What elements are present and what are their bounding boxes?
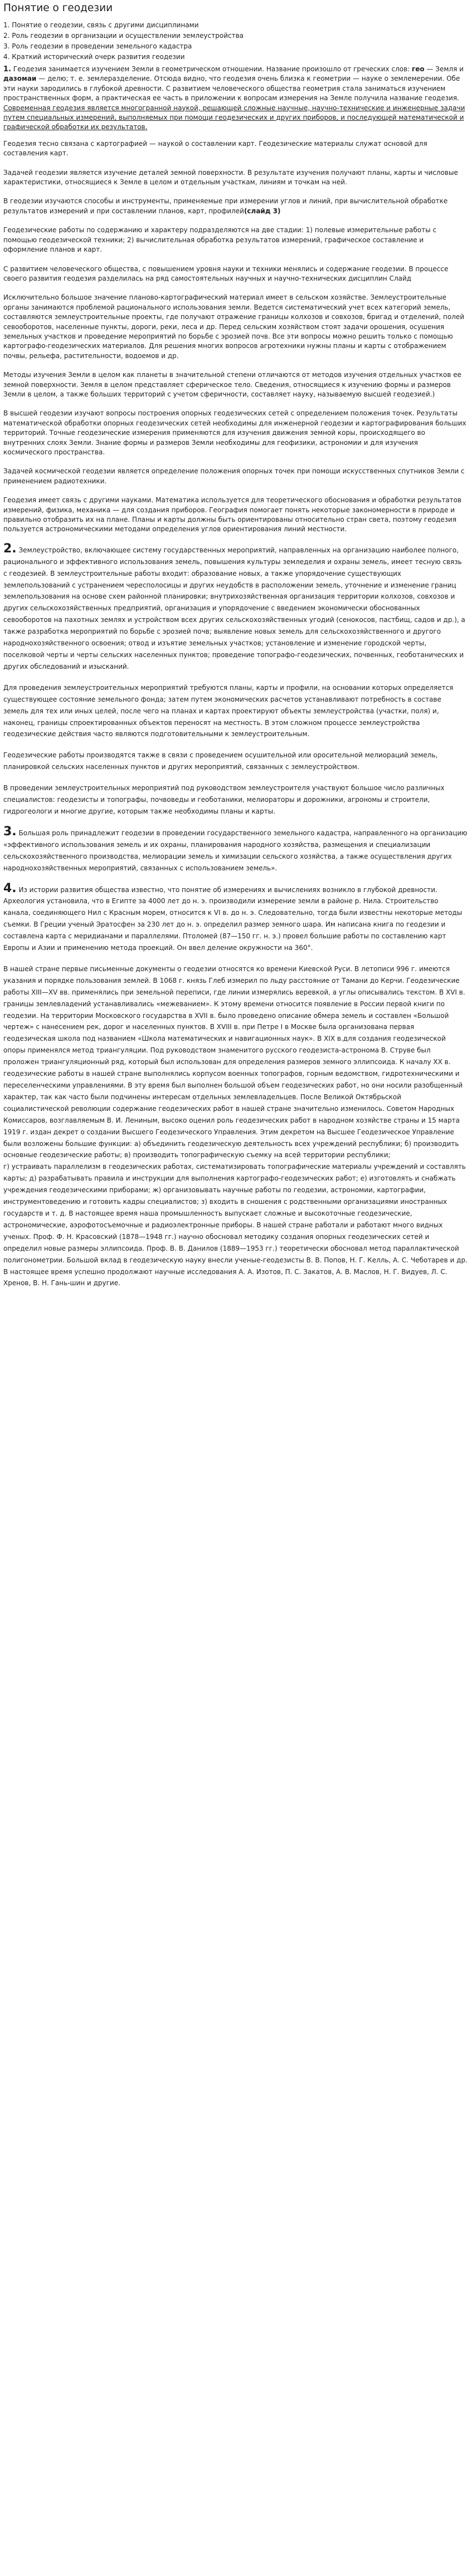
paragraph: В проведении землеустроительных мероприятий под руководством землеустроителя участвуют большое число различных специалистов: геодезисты и топографы, почвоведы и геоботаники, мелиораторы и дорожники, агрономы и строители, гидрогеологи и многие другие, которым также необходимы планы и карты.	[3, 784, 445, 815]
text-run: В геодезии изучаются способы и инструменты, применяемые при измерении углов и линий, при вычислительной обработке результатов измерений и при составлении планов, карт, профилей	[3, 197, 448, 215]
section-number: 2.	[3, 541, 17, 556]
text-run: Большая роль принадлежит геодезии в проведении государственного земельного кадастра, направленного на организацию «эффективного использования земель и их охраны, планирования народного хозяйства, размещения и специализации сельскохозяйственного производства, мелиорации земель и химизации сельского хозяйства, а также осуществления других народнохозяйственных мероприятий, связанных с использованием земель».	[3, 829, 468, 872]
paragraph	[3, 197, 468, 216]
term-dazomai: дазомаи	[3, 75, 37, 83]
section-1-intro	[3, 65, 468, 133]
paragraph: г) устраивать параллелизм в геодезических работах, систематизировать топографические материалы учреждений и составлять карты; д) разрабатывать правила и инструкции для выполнения картографо-геодезических работ; е) изготовлять и снабжать учреждения геодезическими приборами; ж) организовывать научные работы по геодезии, астрономии, картографии, инструментоведению и готовить кадры специалистов; з) входить в сношения с родственными организациями иностранных государств и т. д. В настоящее время наша промышленность выпускает сложные и высокоточные геодезические, астрономические, аэрофотосъемочные и радиоэлектронные приборы. В нашей стране работали и работают много видных ученых. Проф. Ф. Н. Красовский (1878—1948 гг.) научно обосновал методику создания опорных геодезических сетей и определил новые размеры эллипсоида. Проф. В. В. Данилов (1889—1953 гг.) теоретически обосновал метод параллактической полигонометрии. Большой вклад в геодезическую науку внесли ученые-геодезисты В. В. Попов, Н. Г. Келль, А. С. Чеботарев и др. В настоящее время успешно продолжают научные исследования А. А. Изотов, П. С. Закатов, А. В. Маслов, Н. Г. Видуев, Л. С. Хренов, В. Н. Гань-шин и другие.	[3, 1163, 468, 1287]
section-number: 1.	[3, 65, 11, 74]
term-geo: гео	[412, 65, 425, 73]
section-4-intro	[3, 881, 468, 954]
paragraph: Методы изучения Земли в целом как планеты в значительной степени отличаются от методов изучения отдельных участков ее земной поверхности. Земля в целом представляет сферическое тело. Сведения, относящиеся к изучению формы и размеров Земли в целом, а также больших территорий с учетом сферичности, составляет науку, называемую высшей геодезией.)	[3, 371, 461, 398]
paragraph: Геодезия имеет связь с другими науками. Математика используется для теоретического обоснования и обработки результатов измерений, физика, механика — для создания приборов. География помогает понять некоторые закономерности в природе и правильно отобразить их на плане. Планы и карты должны быть ориентированы относительно стран света, поэтому геодезия пользуется астрономическими методами определения углов ориентирования линий местности.	[3, 496, 462, 533]
paragraph: С развитием человеческого общества, с повышением уровня науки и техники менялись и содержание геодезии. В процессе своего развития геодезия разделилась на ряд самостоятельных научных и научно-технических дисциплин Слайд	[3, 265, 449, 282]
text-run: Из истории развития общества известно, что понятие об измерениях и вычислениях возникло в глубокой древности. Археология установила, что в Египте за 4000 лет до н. э. производили измерение земли в районе р. Нила. Строительство канала, соединяющего Нил с Красным морем, относится к VI в. до н. э. Следовательно, тогда были известны некоторые методы съемки. В Греции ученый Эратосфен за 230 лет до н. э. определил размер земного шара. Им написана книга по геодезии и составлена карта с меридианами и параллелями. Птоломей (87—150 гг. н. э.) провел большие работы по составлению карт Европы и Азии и применению метода проекций. Он ввел деление окружности на 360°.	[3, 885, 463, 952]
toc-item-2: 2. Роль геодезии в организации и осуществлении землеустройства	[3, 32, 244, 40]
paragraph: В нашей стране первые письменные документы о геодезии относятся ко времени Киевской Руси. В летописи 996 г. имеются указания и порядке пользования землей. В 1068 г. князь Глеб измерил по льду расстояние от Тамани до Керчи. Геодезические работы XIII—XV вв. применялись при земельной переписи, где линии измерялись веревкой, а углы описывались текстом. В XVI в. границы землевладений устанавливались «межеванием». К этому времени относится появление в России первой книги по геодезии. На территории Московского государства в XVII в. было проведено описание обмера земель и составлен «Большой чертеж» с нанесением рек, дорог и населенных пунктов. В XVIII в. при Петре I в Москве была организована первая геодезическая школа под названием «Школа математических и навигационных наук». В XIX в.для создания геодезической опоры применялся метод триангуляции. Под руководством знаменитого русского геодезиста-астронома В. Струве был проложен триангуляционный ряд, который был использован для определения размеров земного эллипсоида. К началу XX в. геодезические работы в нашей стране выполнялись корпусом военных топографов, горным ведомством, гидротехническими и переселенческими управлениями. В эту время был выполнен большой объем геодезических работ, но они носили разобщенный характер, так как часто были подчинены интересам отдельных землевладельцев. После Великой Октябрьской социалистической революции содержание геодезических работ в нашей стране значительно изменилось. Советом Народных Комиссаров, возглавляемым В. И. Лениным, высоко оценил роль геодезических работ в народном хозяйстве страны и 15 марта 1919 г. издан декрет о создании Высшего Геодезического Управления. Этим декретом на Высшее Геодезическое Управление были возложены большие функции: а) объединить геодезическую деятельность всех учреждений республики; б) производить основные геодезические работы; в) производить топографическую съемку на всей территории республики;	[3, 964, 465, 1159]
paragraph: Геодезические работы по содержанию и характеру подразделяются на две стадии: 1) полевые измерительные работы с помощью геодезической техники; 2) вычислительная обработка результатов измерений, графическое составление и оформление планов и карт.	[3, 226, 437, 254]
slide-ref: (слайд 3)	[244, 207, 281, 215]
text-run: — Земля и	[424, 65, 464, 73]
text-run: Геодезия занимается изучением Земли в геометрическом отношении. Название произошло от греческих слов:	[11, 65, 412, 73]
paragraph: Исключительно большое значение планово-картографический материал имеет в сельском хозяйстве. Землеустроительные органы занимаются проблемой рационального использования земли. Ведется систематический учет всех категорий земель, составляются землеустроительные проекты, где получают отражение границы колхозов и совхозов, бригад и отделений, полей севооборотов, населенные пункты, дороги, реки, леса и др. Перед сельским хозяйством стоят задачи орошения, осушения земельных участков и проведение мероприятий по борьбе с эрозией почв. Все эти вопросы можно решить только с помощью картографо-геодезических материалов. Для решения многих вопросов агротехники нужны планы и карты с отображением почвы, рельефа, растительности, водоемов и др.	[3, 293, 465, 360]
page-title: Понятие о геодезии	[3, 2, 113, 14]
section-number: 3.	[3, 824, 17, 839]
section-number: 4.	[3, 881, 17, 895]
paragraph: Геодезические работы производятся также в связи с проведением осушительной или оросительной мелиораций земель, планировкой сельских населенных пунктов и других мероприятий, связанных с землеустройством.	[3, 751, 438, 771]
toc-item-1: 1. Понятие о геодезии, связь с другими дисциплинами	[3, 21, 199, 29]
paragraph: Задачей космической геодезии является определение положения опорных точек при помощи искусственных спутников Земли с применением радиотехники.	[3, 467, 465, 485]
text-run: Землеустройство, включающее систему государственных мероприятий, направленных на организацию наиболее полного, рационального и эффективного использования земель, повышения культуры земледелия и охраны земель, имеет тесную связь с геодезией. В землеустроительные работы входит: образование новых, а также упорядочение существующих землепользований с устранением чересполосицы и других неудобств в расположении земель, уточнение и изменение границ землепользования на основе схем районной планировки; внутрихозяйственная организация территории колхозов, совхозов и других сельскохозяйственных предприятий, организация и упорядочение с введением экономически обоснованных севооборотов на пахотных землях и устройством всех других сельскохозяйственных угодий (сенокосов, пастбищ, садов и др.), а также разработка мероприятий по борьбе с эрозией почв; выявление новых земель для сельскохозяйственного и другого народнохозяйственного освоения; отвод и изъятие земельных участков; установление и изменение городской черты, поселковой черты и черты сельских населенных пунктов; проведение топографо-геодезических, почвенных, геоботанических и других обследований и изысканий.	[3, 546, 465, 670]
section-3-intro	[3, 824, 468, 874]
text-run: — делю; т. е. землеразделение. Отсюда видно, что геодезия очень близка к геометрии — науке о землемерении. Обе эти науки зародились в глубокой древности. С развитием человеческого общества геометрия стала заниматься изучением пространственных форм, а практическая ее часть в приложении к вопросам измерения на Земле получила название геодезия.	[3, 75, 460, 102]
definition-underlined: Современная геодезия является многогранной наукой, решающей сложные научные, научно-технические и инженерные задачи путем специальных измерений, выполняемых при помощи геодезических и других приборов, и последующей математической и графической обработки их результатов.	[3, 104, 465, 131]
section-2-intro	[3, 541, 468, 673]
toc-item-4: 4. Краткий исторический очерк развития геодезии	[3, 53, 185, 61]
paragraph: Геодезия тесно связана с картографией — наукой о составлении карт. Геодезические материалы служат основой для составления карт.	[3, 139, 427, 158]
paragraph: Задачей геодезии является изучение деталей земной поверхности. В результате изучения получают планы, карты и числовые характеристики, относящиеся к Земле в целом и отдельным участкам, линиям и точкам на ней.	[3, 168, 458, 187]
paragraph: В высшей геодезии изучают вопросы построения опорных геодезических сетей с определением положения точек. Результаты математической обработки опорных геодезических сетей необходимы для инженерной геодезии и картографирования больших территорий. Точные геодезические измерения применяются для изучения движения земной коры, происходящего во внутренних слоях Земли. Знание формы и размеров Земли необходимы для геофизики, астрономии и для изучения космического пространства.	[3, 409, 466, 456]
toc-item-3: 3. Роль геодезии в проведении земельного кадастра	[3, 42, 192, 50]
paragraph: Для проведения землеустроительных мероприятий требуются планы, карты и профили, на основании которых определяется существующее состояние земельного фонда; затем путем экономических расчетов устанавливают потребность в составе земель для тех или иных целей, после чего на планах и картах проектируют объекты землеустройства (участки, поля) и, наконец, границы спроектированных объектов переносят на местность. В этом сложном процессе землеустройства геодезические действия часто являются подготовительными к землеустроительным.	[3, 683, 454, 738]
table-of-contents	[3, 20, 468, 62]
